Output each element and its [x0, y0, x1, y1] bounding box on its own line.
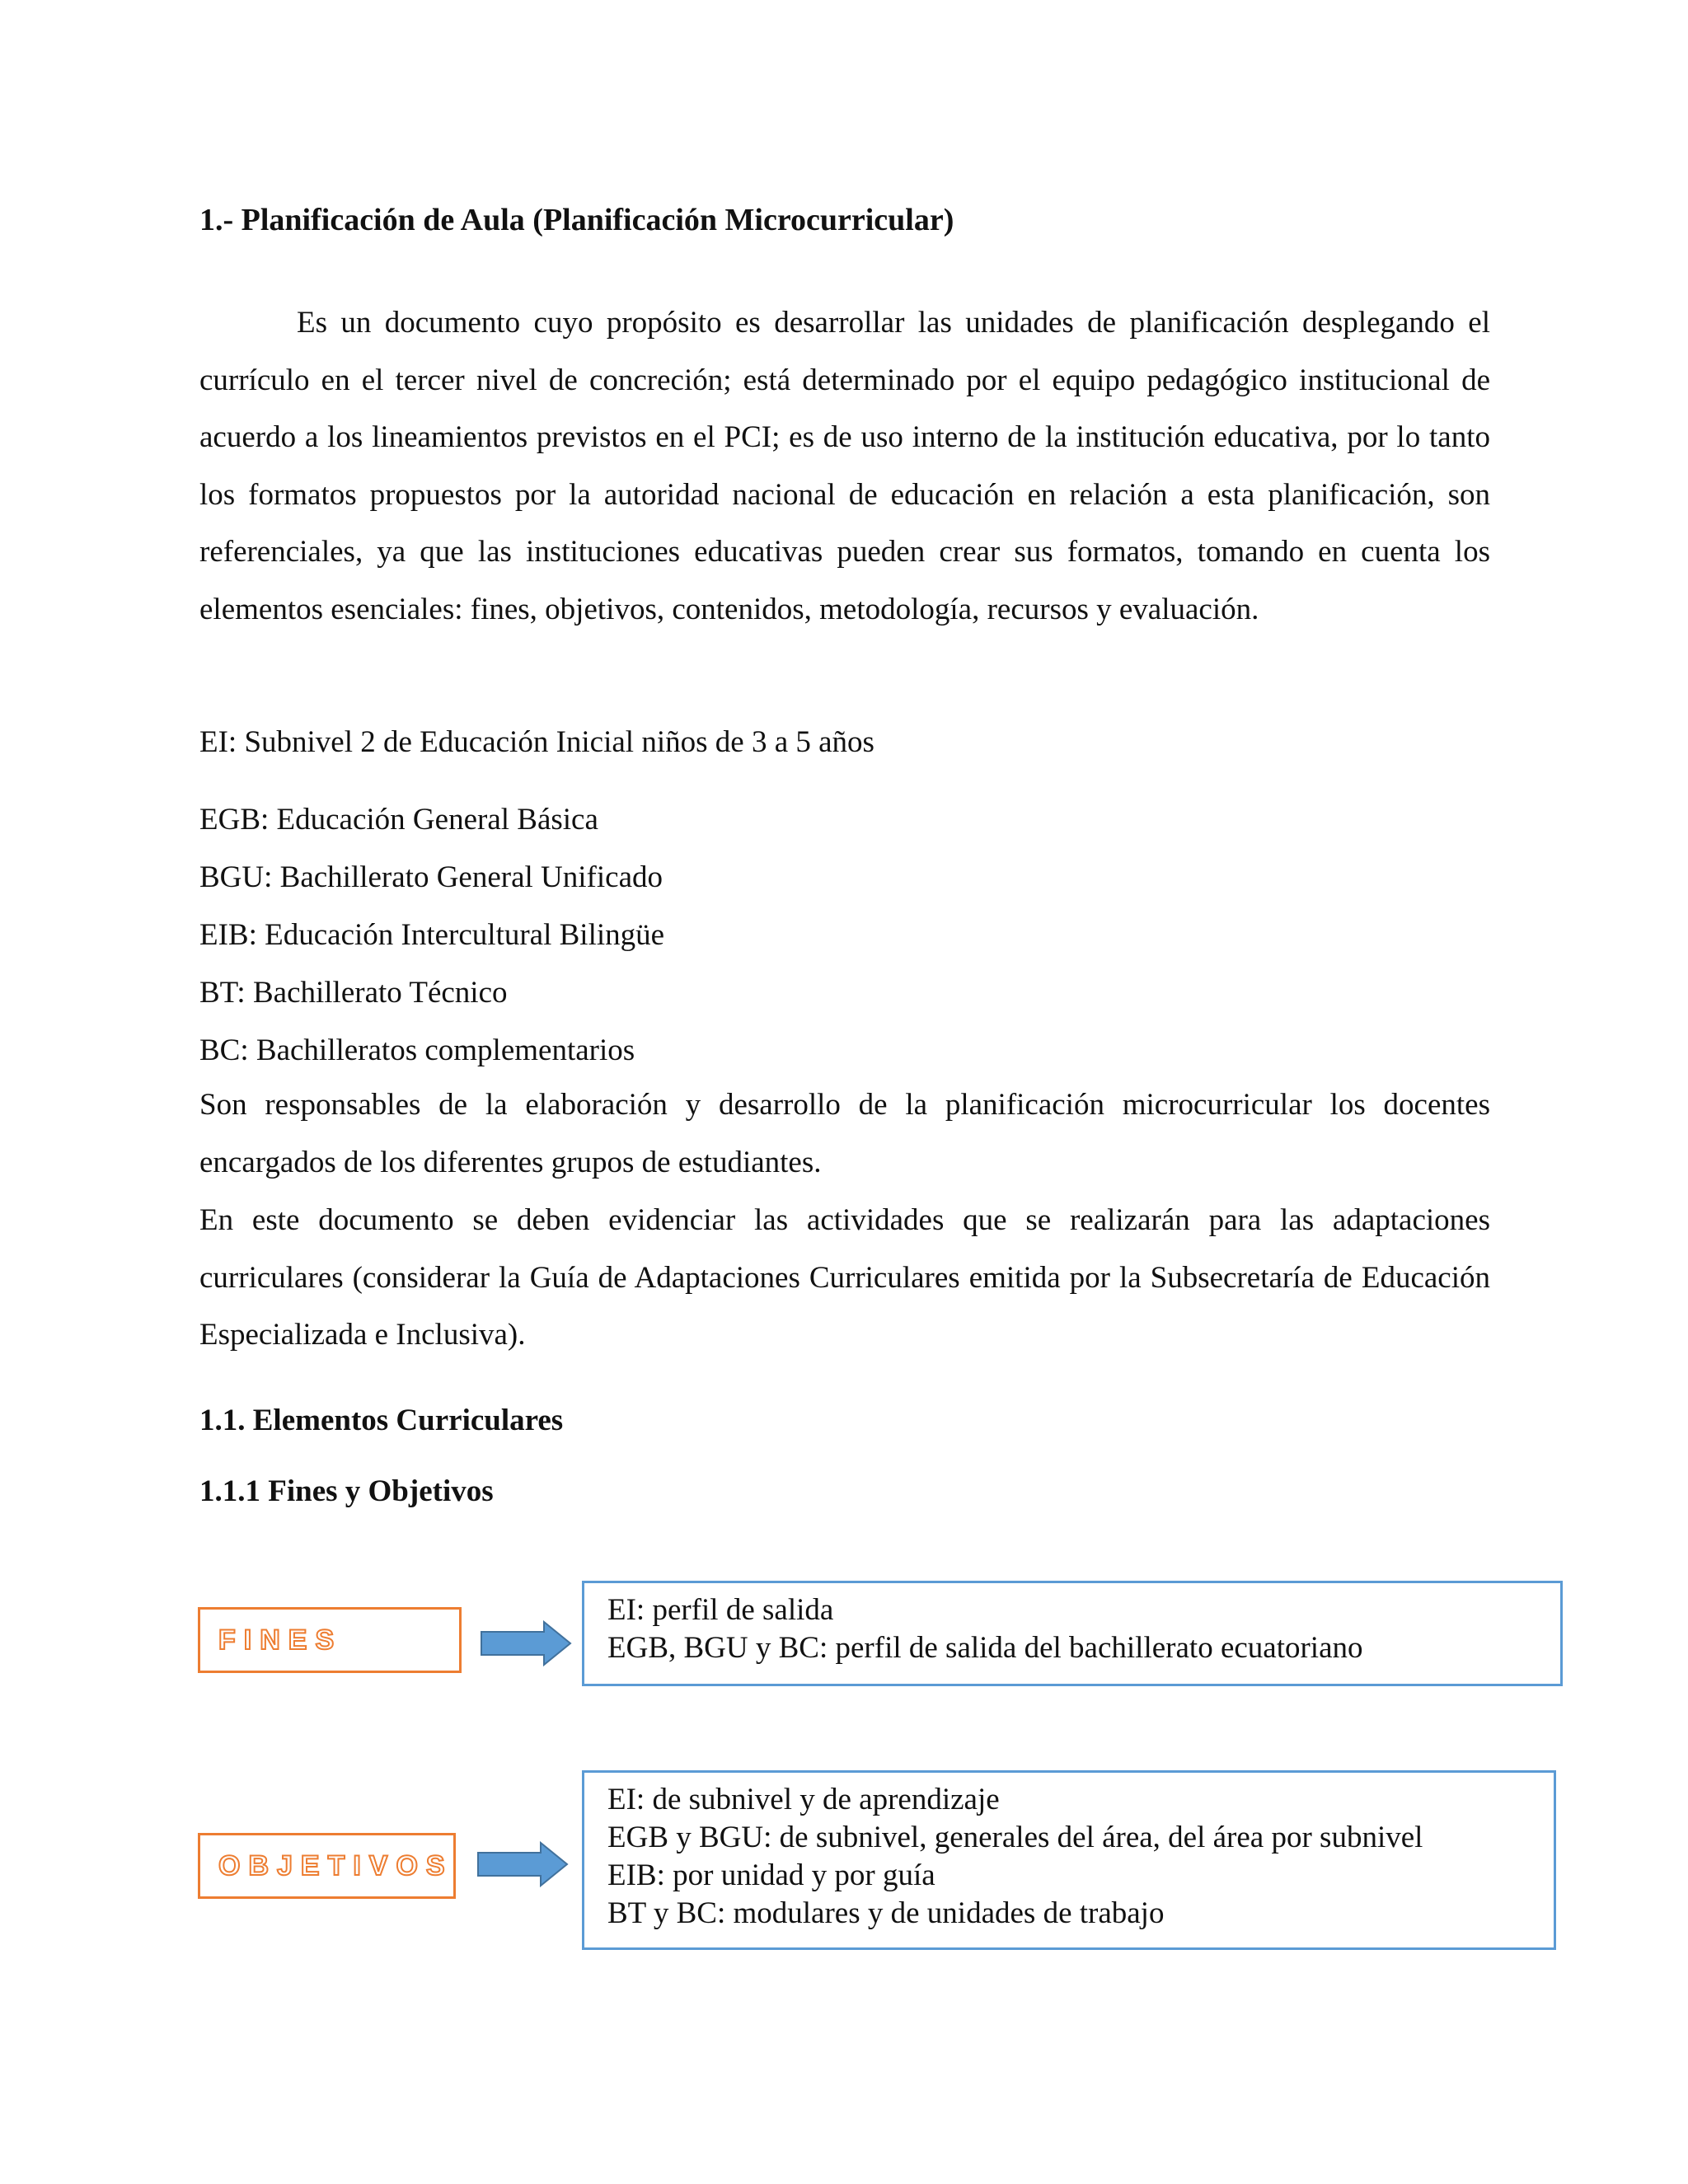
objetivos-line-4: BT y BC: modulares y de unidades de trabajo [607, 1896, 1165, 1930]
section-heading-fines-objetivos: 1.1.1 Fines y Objetivos [199, 1474, 494, 1508]
objetivos-line-1: EI: de subnivel y de aprendizaje [607, 1783, 1000, 1816]
definition-eib: EIB: Educación Intercultural Bilingüe [199, 918, 665, 952]
definition-ei: EI: Subnivel 2 de Educación Inicial niños de 3 a 5 años [199, 725, 874, 759]
section-heading-elementos-curriculares: 1.1. Elementos Curriculares [199, 1404, 564, 1437]
objetivos-line-2: EGB y BGU: de subnivel, generales del área, del área por subnivel [607, 1821, 1423, 1854]
objetivos-arrow-icon [476, 1841, 569, 1887]
definition-bgu: BGU: Bachillerato General Unificado [199, 860, 663, 894]
fines-description-box [582, 1581, 1563, 1686]
definition-bt: BT: Bachillerato Técnico [199, 976, 508, 1010]
fines-line-1: EI: perfil de salida [607, 1593, 834, 1627]
responsables-paragraph: Son responsables de la elaboración y desarrollo de la planificación microcurricular los docentes encargados de los diferentes grupos de estudiantes. [199, 1088, 1490, 1179]
objetivos-label-box [198, 1833, 456, 1899]
definition-egb: EGB: Educación General Básica [199, 803, 598, 837]
objetivos-label: OBJETIVOS [218, 1849, 453, 1882]
intro-paragraph: Es un documento cuyo propósito es desarrollar las unidades de planificación desplegando el currículo en el tercer nivel de concreción; está determinado por el equipo pedagógico institucional de acuerdo a los lineamientos previstos en el PCI; es de uso interno de la institución educativa, por lo tanto los formatos propuestos por la autoridad nacional de educación en relación a esta planificación, son referenciales, ya que las instituciones educativas pueden crear sus formatos, tomando en cuenta los elementos esenciales: fines, objetivos, contenidos, metodología, recursos y evaluación. [199, 306, 1490, 626]
fines-label-box [198, 1607, 462, 1673]
objetivos-description-box [582, 1770, 1556, 1950]
fines-line-2: EGB, BGU y BC: perfil de salida del bachillerato ecuatoriano [607, 1631, 1363, 1665]
page-title: 1.- Planificación de Aula (Planificación Microcurricular) [199, 203, 954, 237]
adaptaciones-paragraph: En este documento se deben evidenciar las actividades que se realizarán para las adaptaciones curriculares (considerar la Guía de Adaptaciones Curriculares emitida por la Subsecretaría de Educación Especializada e Inclusiva). [199, 1203, 1490, 1352]
fines-label: FINES [218, 1624, 343, 1656]
definition-bc: BC: Bachilleratos complementarios [199, 1033, 635, 1067]
objetivos-line-3: EIB: por unidad y por guía [607, 1858, 935, 1892]
fines-arrow-icon [480, 1620, 572, 1666]
